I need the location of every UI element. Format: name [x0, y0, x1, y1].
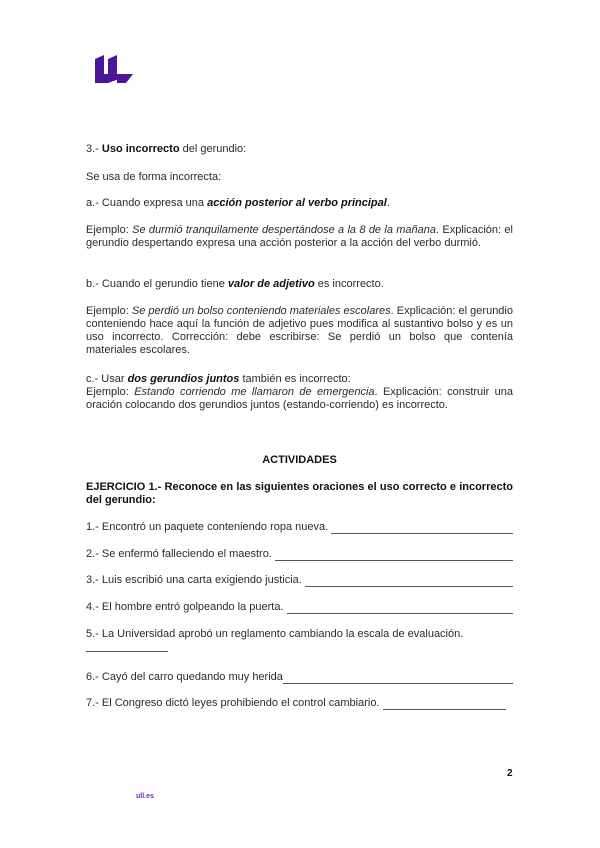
example-label: Ejemplo: — [86, 224, 133, 236]
example-sentence: Estando corriendo me llamaron de emergencia — [134, 386, 375, 398]
ull-logo — [95, 55, 135, 83]
example-b — [86, 305, 513, 357]
point-b-suffix: es incorrecto. — [314, 278, 384, 290]
exercise-item — [86, 671, 513, 684]
example-label: Ejemplo: — [86, 386, 135, 398]
answer-blank[interactable] — [305, 576, 513, 587]
point-c-suffix: también es incorrecto: — [239, 373, 351, 385]
point-b-bold: valor de adjetivo — [227, 278, 315, 290]
item-text: 4.- El hombre entró golpeando la puerta. — [86, 601, 284, 613]
title-number: 3.- — [86, 143, 102, 155]
point-a-bold: acción posterior al verbo principal — [207, 197, 387, 209]
title-bold: Uso incorrecto — [101, 143, 180, 155]
answer-blank[interactable] — [331, 523, 513, 534]
exercise-item — [86, 697, 506, 710]
point-c-prefix: c.- Usar — [86, 373, 128, 385]
exercise-title: EJERCICIO 1.- Reconoce en las siguientes oraciones el uso correcto e incorrecto del gerundio: — [86, 481, 513, 506]
point-c — [86, 373, 513, 412]
example-sentence: Se perdió un bolso conteniendo materiales escolares — [131, 305, 391, 317]
answer-blank[interactable] — [275, 550, 513, 561]
exercise-item — [86, 628, 513, 652]
title-rest: del gerundio: — [179, 143, 247, 155]
point-b-prefix: b.- Cuando el gerundio tiene — [86, 278, 228, 290]
item-text: 6.- Cayó del carro quedando muy herida — [86, 671, 283, 683]
intro-text: Se usa de forma incorrecta: — [86, 171, 222, 183]
answer-blank[interactable] — [86, 641, 168, 652]
answer-blank[interactable] — [287, 603, 513, 614]
example-explanation: . Explicación: el gerundio despertando expresa una acción posterior a la acción del verbo durmió. — [86, 224, 513, 249]
section-title — [86, 143, 513, 156]
item-text: 1.- Encontró un paquete conteniendo ropa nueva. — [86, 521, 329, 533]
item-text: 2.- Se enfermó falleciendo el maestro. — [86, 548, 272, 560]
point-a — [86, 197, 513, 210]
exercise-item — [86, 574, 513, 587]
item-text: 7.- El Congreso dictó leyes prohibiendo el control cambiario. — [86, 697, 380, 709]
item-text: 5.- La Universidad aprobó un reglamento cambiando la escala de evaluación. — [86, 628, 464, 640]
answer-blank[interactable] — [283, 673, 513, 684]
example-label: Ejemplo: — [86, 305, 132, 317]
exercise-item — [86, 521, 513, 534]
example-explanation: . Explicación: el gerundio conteniendo hace aquí la función de adjetivo pues modifica al sustantivo bolso y es un uso incorrecto. Corrección: debe escribirse: Se perdió un bolso que contenía materiales escolares. — [86, 305, 513, 356]
answer-blank[interactable] — [383, 699, 507, 710]
page-number: 2 — [507, 768, 513, 779]
point-b — [86, 278, 513, 291]
point-c-bold: dos gerundios juntos — [127, 373, 240, 385]
item-text: 3.- Luis escribió una carta exigiendo justicia. — [86, 574, 302, 586]
example-explanation: . Explicación: construir una oración colocando dos gerundios juntos (estando-corriendo) es incorrecto. — [86, 386, 513, 411]
example-sentence: Se durmió tranquilamente despertándose a la 8 de la mañana — [132, 224, 437, 236]
point-a-prefix: a.- Cuando expresa una — [86, 197, 208, 209]
example-a — [86, 224, 513, 250]
point-a-suffix: . — [386, 197, 390, 209]
activities-heading: ACTIVIDADES — [262, 454, 337, 466]
exercise-item — [86, 548, 513, 561]
footer-site-link[interactable]: ull.es — [136, 793, 154, 800]
exercise-item — [86, 601, 513, 614]
